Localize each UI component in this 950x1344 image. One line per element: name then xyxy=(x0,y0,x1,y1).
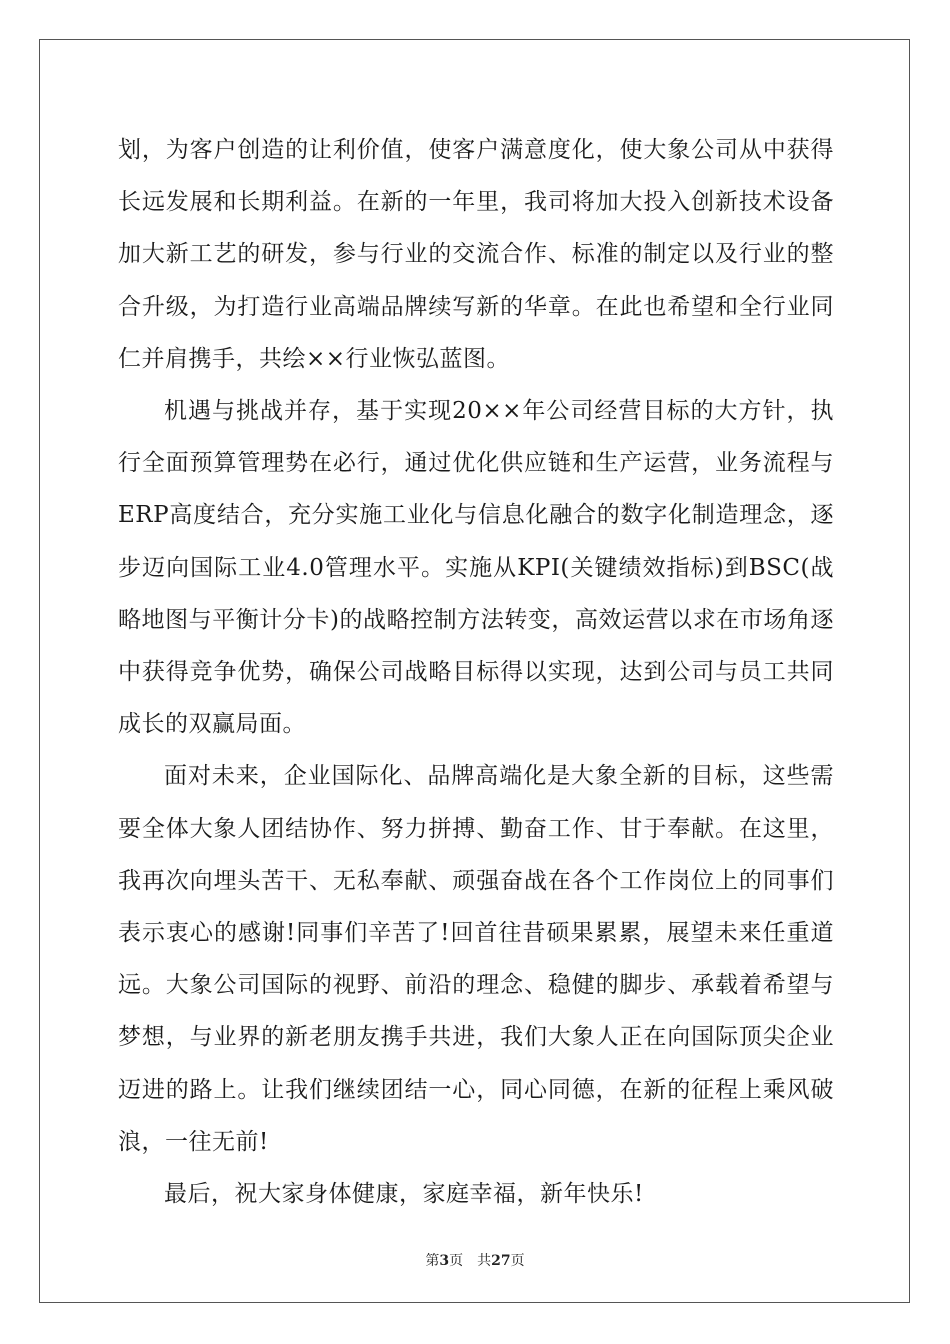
total-prefix: 共 xyxy=(477,1253,492,1269)
paragraph-opportunity: 机遇与挑战并存，基于实现20××年公司经营目标的大方针，执行全面预算管理势在必行，通过优化供应链和生产运营，业务流程与ERP高度结合，充分实施工业化与信息化融合的数字化制造理念，逐步迈向国际工业4.0管理水平。实施从KPI(关键绩效指标)到BSC(战略地图与平衡计分卡)的战略控制方法转变，高效运营以求在市场角逐中获得竞争优势，确保公司战略目标得以实现，达到公司与员工共同成长的双赢局面。 xyxy=(118,398,834,738)
paragraph-continuation: 划，为客户创造的让利价值，使客户满意度化，使大象公司从中获得长远发展和长期利益。在新的一年里，我司将加大投入创新技术设备加大新工艺的研发，参与行业的交流合作、标准的制定以及行业的整合升级，为打造行业高端品牌续写新的华章。在此也希望和全行业同仁并肩携手，共绘××行业恢弘蓝图。 xyxy=(118,137,834,372)
page-suffix: 页 xyxy=(449,1253,464,1269)
page-prefix: 第 xyxy=(425,1253,440,1269)
paragraph-future: 面对未来，企业国际化、品牌高端化是大象全新的目标，这些需要全体大象人团结协作、努力拼搏、勤奋工作、甘于奉献。在这里，我再次向埋头苦干、无私奉献、顽强奋战在各个工作岗位上的同事们表示衷心的感谢!同事们辛苦了!回首往昔硕果累累，展望未来任重道远。大象公司国际的视野、前沿的理念、稳健的脚步、承载着希望与梦想，与业界的新老朋友携手共进，我们大象人正在向国际顶尖企业迈进的路上。让我们继续团结一心，同心同德，在新的征程上乘风破浪，一往无前! xyxy=(118,763,834,1155)
page-number: 3 xyxy=(439,1253,450,1269)
total-suffix: 页 xyxy=(510,1253,525,1269)
paragraph-closing: 最后，祝大家身体健康，家庭幸福，新年快乐! xyxy=(164,1181,644,1208)
page-footer xyxy=(0,1250,950,1270)
total-pages: 27 xyxy=(491,1253,511,1269)
document-body xyxy=(118,124,834,1220)
